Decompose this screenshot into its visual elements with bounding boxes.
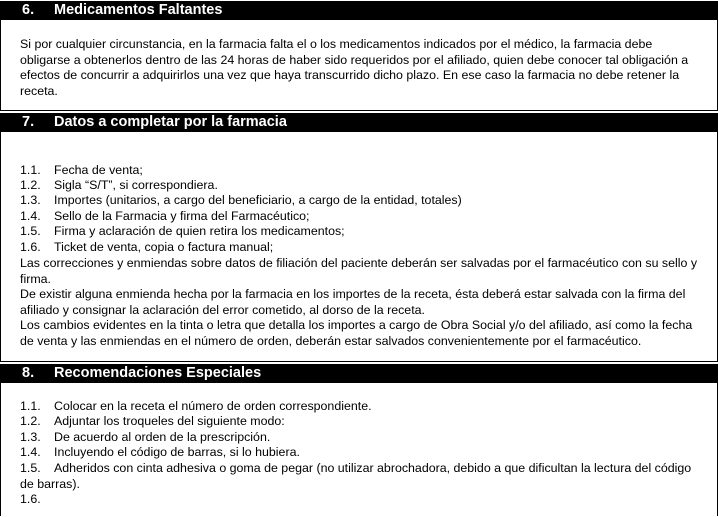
- list-item: 1.6.: [20, 492, 41, 506]
- section-6-header: [0, 1, 718, 20]
- list-item: 1.2. Adjuntar los troqueles del siguiente modo:: [20, 414, 285, 428]
- list-item: 1.1. Fecha de venta;: [20, 163, 143, 177]
- list-item: 1.6. Ticket de venta, copia o factura manual;: [20, 240, 274, 254]
- section-7-paragraph: De existir alguna enmienda hecha por la farmacia en los importes de la receta, ésta deberá estar salvada con la firma del afiliado y consignar la aclaración del error cometido, al dorso de la receta.: [20, 287, 686, 317]
- section-title: Datos a completar por la farmacia: [54, 114, 287, 130]
- section-6-paragraph: Si por cualquier circunstancia, en la farmacia falta el o los medicamentos indicados por el médico, la farmacia debe obligarse a obtenerlos dentro de las 24 horas de haber sido requeridos por el afiliado, quien debe conocer tal obligación a efectos de concurrir a adquirirlos una vez que haya transcurrido dicho plazo. En ese caso la farmacia no debe retener la receta.: [20, 37, 689, 98]
- section-title: Medicamentos Faltantes: [54, 2, 223, 18]
- list-item: 1.2. Sigla “S/T”, si correspondiera.: [20, 178, 218, 192]
- section-7-paragraph: Las correcciones y enmiendas sobre datos de filiación del paciente deberán ser salvadas por el farmacéutico con su sello y firma.: [20, 256, 698, 286]
- list-item: 1.1. Colocar en la receta el número de orden correspondiente.: [20, 399, 372, 413]
- list-item: 1.5. Adheridos con cinta adhesiva o goma de pegar (no utilizar abrochadora, debido a que dificultan la lectura del código de barras).: [20, 461, 692, 491]
- section-number: 7.: [22, 114, 35, 130]
- list-item: 1.5. Firma y aclaración de quien retira los medicamentos;: [20, 224, 345, 238]
- list-item: 1.4. Incluyendo el código de barras, si lo hubiera.: [20, 445, 300, 459]
- list-item: 1.4. Sello de la Farmacia y firma del Farmacéutico;: [20, 209, 310, 223]
- list-item: 1.3. De acuerdo al orden de la prescripción.: [20, 430, 271, 444]
- section-title: Recomendaciones Especiales: [54, 365, 262, 381]
- section-8-header: [0, 364, 718, 383]
- section-number: 8.: [22, 365, 35, 381]
- section-7-paragraph: Los cambios evidentes en la tinta o letra que detalla los importes a cargo de Obra Social y/o del afiliado, así como la fecha de venta y las enmiendas en el número de orden, deberán estar salvados convenientemente por el farmacéutico.: [20, 318, 693, 348]
- list-item: 1.3. Importes (unitarios, a cargo del beneficiario, a cargo de la entidad, totales): [20, 193, 462, 207]
- section-7-header: [0, 113, 718, 132]
- section-number: 6.: [22, 2, 35, 18]
